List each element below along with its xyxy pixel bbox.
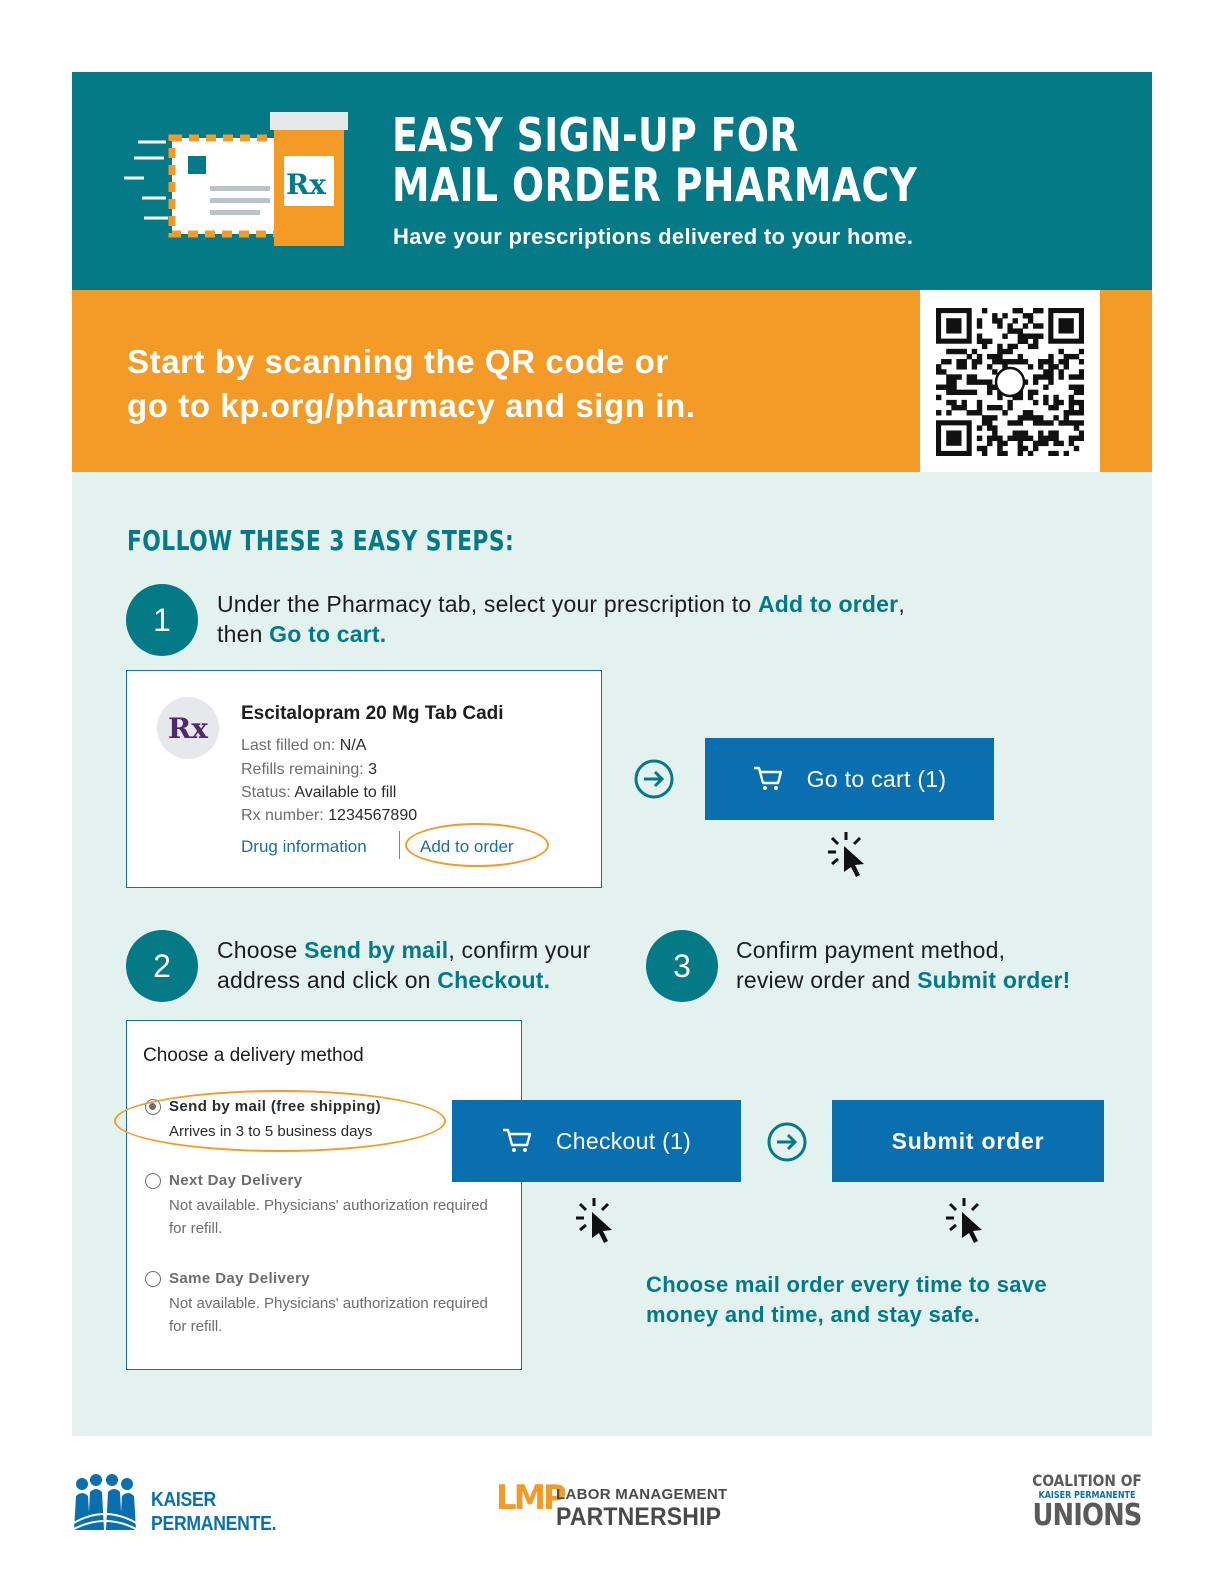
lmp-line-2: PARTNERSHIP <box>556 1503 722 1531</box>
click-cursor-icon <box>944 1196 992 1244</box>
step-1-text-b: , <box>898 591 905 617</box>
last-filled-label: Last filled on: <box>241 737 340 754</box>
lmp-line-1: LABOR MANAGEMENT <box>556 1486 728 1503</box>
checkout-button[interactable] <box>452 1100 741 1182</box>
refills-remaining <box>241 761 377 779</box>
refills-label: Refills remaining: <box>241 761 369 778</box>
title-line-2: MAIL ORDER PHARMACY <box>392 158 918 212</box>
go-to-cart-button[interactable] <box>705 738 994 820</box>
click-cursor-icon <box>574 1196 622 1244</box>
step-1-highlight-cart: Go to cart. <box>269 621 387 647</box>
refills-value: 3 <box>368 761 378 778</box>
link-separator <box>399 831 400 859</box>
step-3-text-a: Confirm payment method, <box>736 937 1006 963</box>
bottle-rx-label: Rx <box>286 168 326 201</box>
rx-number <box>241 807 417 825</box>
step-2-text-c: address and click on <box>217 967 438 993</box>
kaiser-permanente-logo-icon <box>72 1474 138 1532</box>
kp-line-1: KAISER <box>151 1489 216 1511</box>
cart-icon <box>753 766 783 792</box>
step-1-text-a: Under the Pharmacy tab, select your prescription to <box>217 591 758 617</box>
coalition-logo <box>1022 1472 1152 1531</box>
step-2-text-a: Choose <box>217 937 305 963</box>
option-same-day-title: Same Day Delivery <box>169 1270 311 1287</box>
scan-banner <box>72 290 1152 472</box>
rx-number-value: 1234567890 <box>328 807 418 824</box>
kp-line-2: PERMANENTE. <box>151 1513 277 1535</box>
step-3-badge: 3 <box>646 930 718 1002</box>
lmp-logo-text <box>556 1484 736 1531</box>
page-subtitle: Have your prescriptions delivered to your home. <box>393 224 914 249</box>
step-2-highlight-checkout: Checkout. <box>437 967 551 993</box>
coalition-line-2: KAISER PERMANENTE <box>1038 1490 1136 1501</box>
tagline: Choose mail order every time to save money and time, and stay safe. <box>646 1272 1047 1327</box>
step-1-highlight-add: Add to order <box>757 591 899 617</box>
cart-icon <box>502 1128 532 1154</box>
last-filled <box>241 737 366 755</box>
last-filled-value: N/A <box>339 737 367 754</box>
step-2-text-b: , confirm your <box>448 937 591 963</box>
step-3-text-b: review order and <box>736 967 918 993</box>
go-to-cart-label: Go to cart (1) <box>806 765 947 792</box>
option-send-by-mail-title: Send by mail (free shipping) <box>169 1098 382 1115</box>
lmp-logo-mark: LMP <box>496 1478 564 1518</box>
scan-line-1: Start by scanning the QR code or <box>127 343 669 380</box>
scan-instructions <box>127 340 696 428</box>
step-3-highlight-submit: Submit order! <box>917 967 1071 993</box>
status <box>241 784 396 802</box>
page-title <box>392 110 917 210</box>
arrow-right-icon <box>766 1121 808 1163</box>
kaiser-permanente-logo-text <box>151 1488 276 1536</box>
submit-order-label: Submit order <box>891 1127 1045 1154</box>
radio-same-day[interactable] <box>145 1271 161 1287</box>
header-banner <box>72 72 1152 290</box>
rx-icon: Rx <box>157 697 219 759</box>
selected-option-oval <box>114 1090 446 1152</box>
status-label: Status: <box>241 784 295 801</box>
coalition-line-3: UNIONS <box>1032 1498 1142 1533</box>
radio-next-day[interactable] <box>145 1173 161 1189</box>
delivery-method-card <box>126 1020 522 1370</box>
qr-code-image <box>936 308 1084 456</box>
drug-name: Escitalopram 20 Mg Tab Cadi <box>241 703 504 724</box>
option-send-by-mail-sub: Arrives in 3 to 5 business days <box>169 1123 373 1140</box>
rx-number-label: Rx number: <box>241 807 329 824</box>
option-next-day-title: Next Day Delivery <box>169 1172 303 1189</box>
arrow-right-icon <box>633 758 675 800</box>
status-value: Available to fill <box>294 784 397 801</box>
submit-order-button[interactable] <box>832 1100 1104 1182</box>
steps-heading: FOLLOW THESE 3 EASY STEPS: <box>127 524 515 557</box>
prescription-card <box>126 670 602 888</box>
step-1-text <box>217 589 905 649</box>
step-1-badge: 1 <box>126 584 198 656</box>
coalition-line-1: COALITION OF <box>1032 1471 1142 1490</box>
highlight-oval <box>405 823 549 867</box>
step-2-badge: 2 <box>126 930 198 1002</box>
option-same-day-sub: Not available. Physicians' authorization required for refill. <box>169 1295 488 1335</box>
checkout-label: Checkout (1) <box>555 1127 692 1154</box>
step-1-text-c: then <box>217 621 270 647</box>
step-3-text <box>736 935 1071 995</box>
drug-information-link[interactable]: Drug information <box>241 837 367 856</box>
title-line-1: EASY SIGN-UP FOR <box>392 108 799 162</box>
step-2-text <box>217 935 590 995</box>
add-to-order-link[interactable]: Add to order <box>420 837 514 856</box>
option-next-day-sub: Not available. Physicians' authorization required for refill. <box>169 1197 488 1237</box>
click-cursor-icon <box>826 830 874 878</box>
step-2-highlight-mail: Send by mail <box>304 937 449 963</box>
delivery-method-title: Choose a delivery method <box>143 1045 364 1066</box>
scan-line-2: go to kp.org/pharmacy and sign in. <box>127 387 696 424</box>
qr-code[interactable] <box>920 290 1100 472</box>
